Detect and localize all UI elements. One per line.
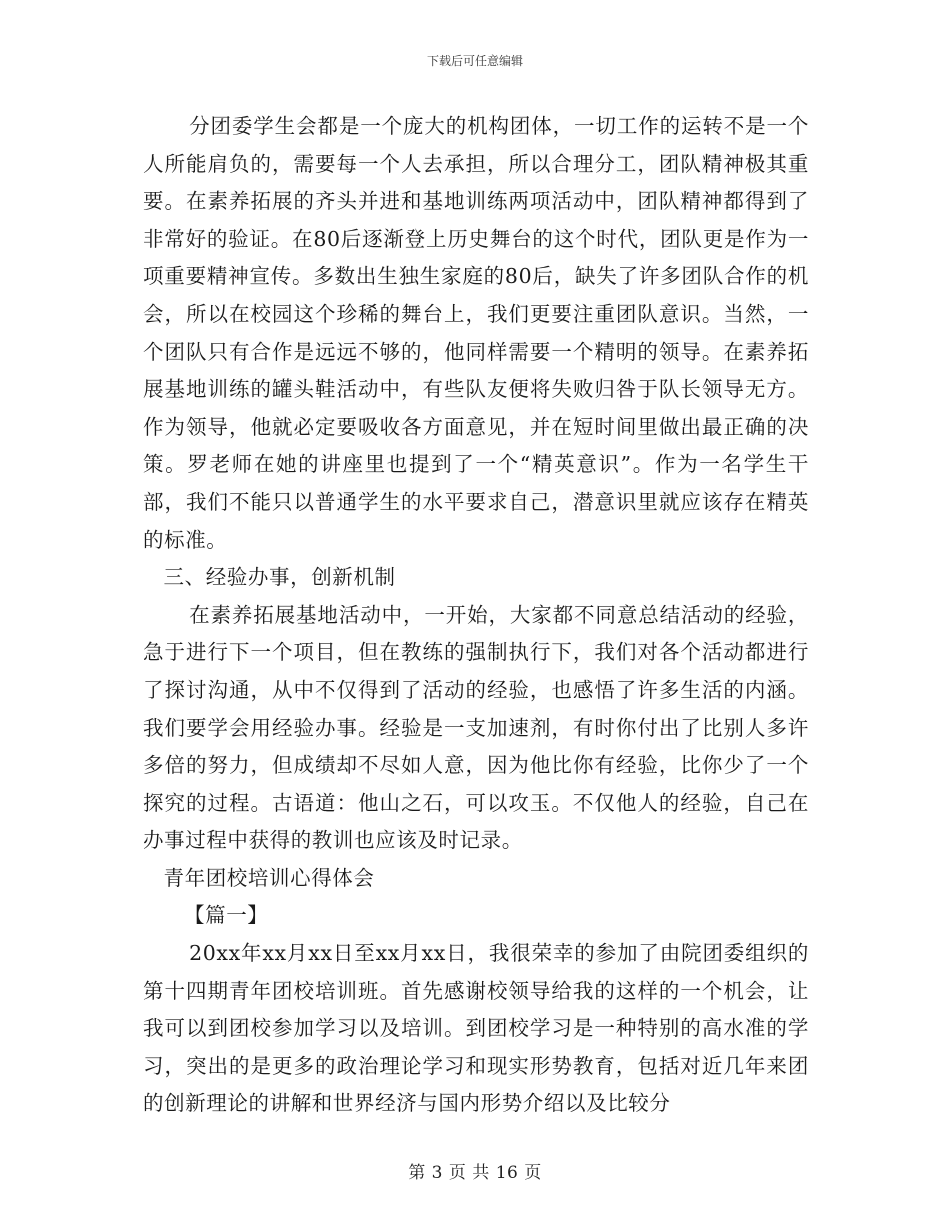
section-heading-experience: 三、经验办事，创新机制 <box>163 565 396 590</box>
page-number-footer: 第 3 页 共 16 页 <box>408 1163 542 1183</box>
article-part-label: 【篇一】 <box>184 903 269 928</box>
paragraph-training-intro: 20xx年xx月xx日至xx月xx日，我很荣幸的参加了由院团委组织的第十四期青年团校培训班。首先感谢校领导给我的这样的一个机会，让我可以到团校参加学习以及培训。到团校学习是一种特别的高水准的学习，突出的是更多的政治理论学习和现实形势教育，包括对近几年来团的创新理论的讲解和世界经济与国内形势介绍以及比较分 <box>143 941 809 1116</box>
document-body <box>143 108 809 1123</box>
page-header-note: 下载后可任意编辑 <box>426 54 523 68</box>
paragraph-experience: 在素养拓展基地活动中，一开始，大家都不同意总结活动的经验，急于进行下一个项目，但在教练的强制执行下，我们对各个活动都进行了探讨沟通，从中不仅得到了活动的经验，也感悟了许多生活的内涵。我们要学会用经验办事。经验是一支加速剂，有时你付出了比别人多许多倍的努力，但成绩却不尽如人意，因为他比你有经验，比你少了一个探究的过程。古语道：他山之石，可以攻玉。不仅他人的经验，自己在办事过程中获得的教训也应该及时记录。 <box>143 602 809 853</box>
paragraph-teamwork: 分团委学生会都是一个庞大的机构团体，一切工作的运转不是一个人所能肩负的，需要每一个人去承担，所以合理分工，团队精神极其重要。在素养拓展的齐头并进和基地训练两项活动中，团队精神都得到了非常好的验证。在80后逐渐登上历史舞台的这个时代，团队更是作为一项重要精神宣传。多数出生独生家庭的80后，缺失了许多团队合作的机会，所以在校园这个珍稀的舞台上，我们更要注重团队意识。当然，一个团队只有合作是远远不够的，他同样需要一个精明的领导。在素养拓展基地训练的罐头鞋活动中，有些队友便将失败归咎于队长领导无方。作为领导，他就必定要吸收各方面意见，并在短时间里做出最正确的决策。罗老师在她的讲座里也提到了一个“精英意识”。作为一名学生干部，我们不能只以普通学生的水平要求自己，潜意识里就应该存在精英的标准。 <box>143 114 809 552</box>
article-title: 青年团校培训心得体会 <box>163 865 375 890</box>
